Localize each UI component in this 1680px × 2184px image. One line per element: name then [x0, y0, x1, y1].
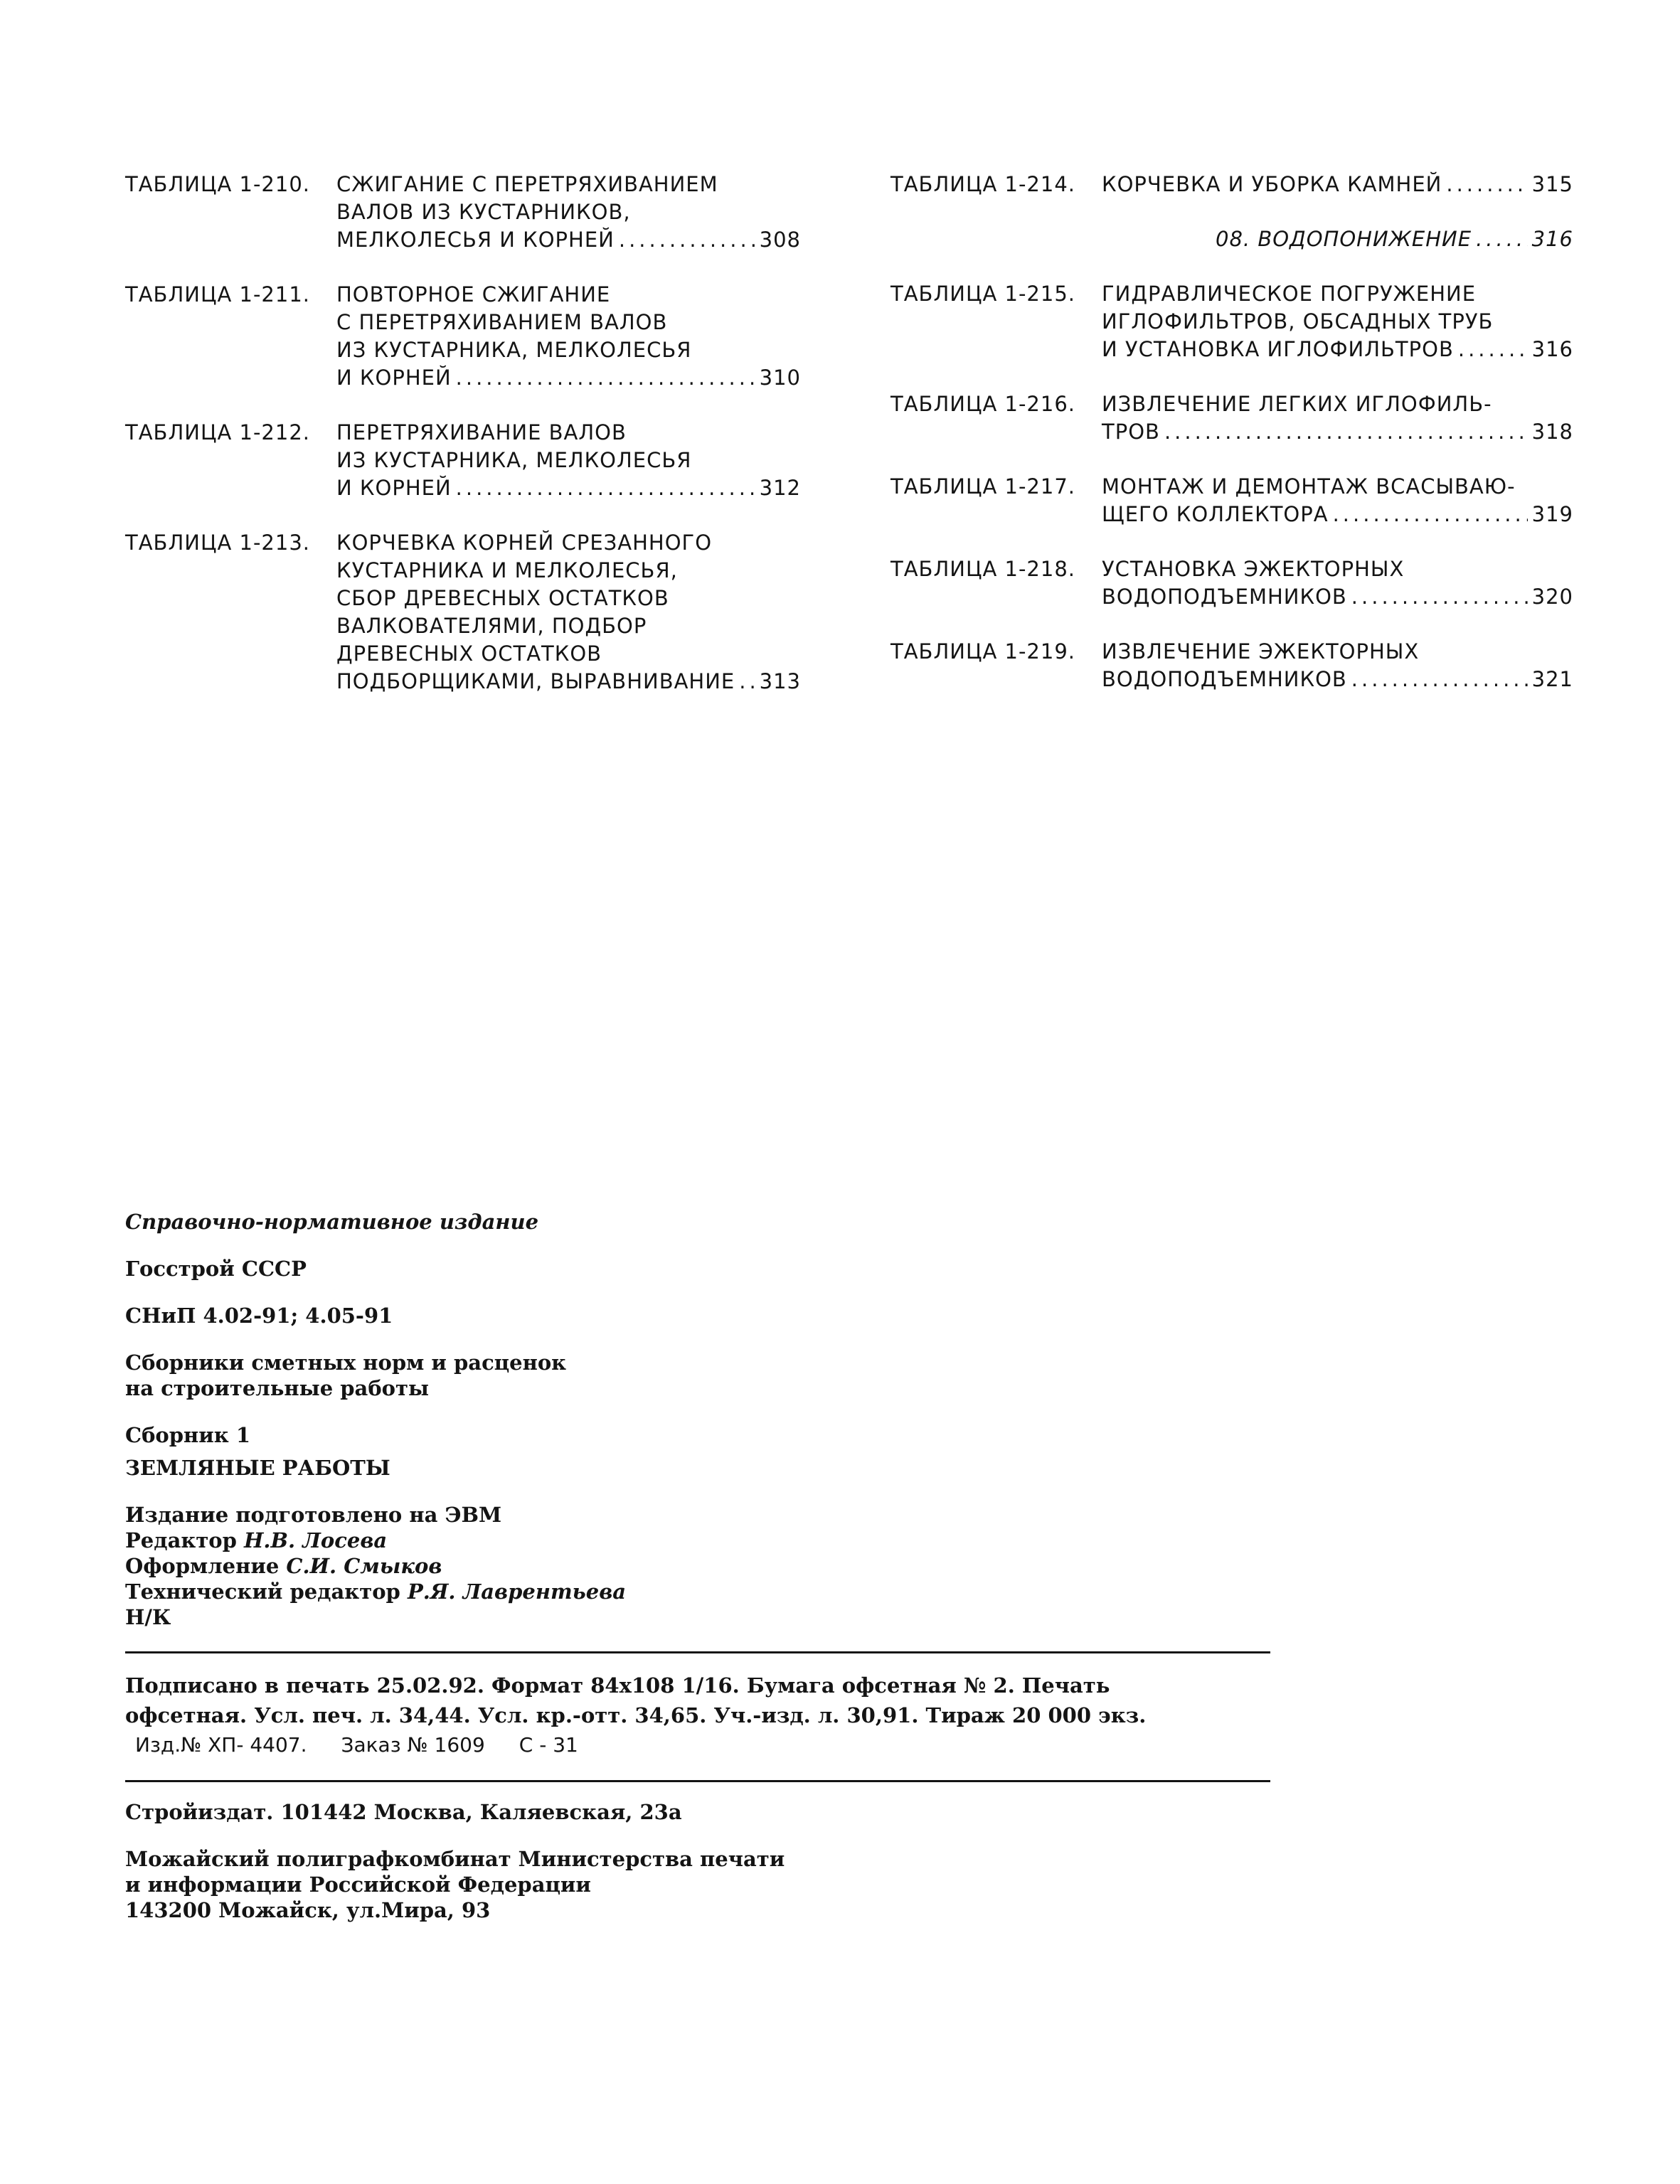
- toc-title-line: ИЗВЛЕЧЕНИЕ ЭЖЕКТОРНЫХ: [1102, 639, 1420, 664]
- toc-title-last-line: ВОДОПОДЪЕМНИКОВ: [1102, 585, 1347, 609]
- leader-dots: [456, 364, 755, 392]
- design-name: С.И. Смыков: [286, 1554, 442, 1578]
- toc-title-line: УСТАНОВКА ЭЖЕКТОРНЫХ: [1102, 557, 1405, 581]
- toc-title-line: ВАЛКОВАТЕЛЯМИ, ПОДБОР: [336, 614, 647, 638]
- collection-number: Сборник 1: [125, 1423, 250, 1447]
- print-line-1: Подписано в печать 25.02.92. Формат 84x108 1/16. Бумага офсетная № 2. Печать: [125, 1673, 1110, 1698]
- series-line-1: Сборники сметных норм и расценок: [125, 1351, 567, 1375]
- toc-leader-line: [1102, 171, 1573, 198]
- toc-leader-line: [336, 668, 801, 696]
- toc-entry-title: [1102, 225, 1573, 253]
- toc-leader-line: [1102, 418, 1573, 446]
- toc-title-line: ПОВТОРНОЕ СЖИГАНИЕ: [336, 282, 611, 307]
- design-label: Оформление: [125, 1554, 280, 1578]
- toc-title-last-line: И КОРНЕЙ: [336, 476, 452, 500]
- toc-entry: [125, 529, 801, 696]
- toc-leader-line: [1102, 336, 1573, 363]
- toc-entry-title: [1102, 638, 1573, 693]
- toc-title-line: КУСТАРНИКА И МЕЛКОЛЕСЬЯ,: [336, 558, 678, 582]
- toc-right-column: [890, 171, 1573, 720]
- toc-entry-title: [1102, 473, 1573, 528]
- toc-left-column: [125, 171, 801, 723]
- stroyizdat-address: Стройиздат. 101442 Москва, Каляевская, 23а: [125, 1800, 682, 1824]
- design-line: [125, 1553, 1277, 1579]
- toc-table-number: ТАБЛИЦА 1-210.: [125, 172, 311, 196]
- toc-entry: [890, 638, 1573, 693]
- toc-page-number: 315: [1531, 172, 1573, 196]
- toc-table-number: ТАБЛИЦА 1-217.: [890, 474, 1076, 499]
- toc-table-number: ТАБЛИЦА 1-211.: [125, 282, 311, 307]
- toc-page-number: 320: [1531, 585, 1573, 609]
- toc-leader-line: [1102, 666, 1573, 693]
- toc-leader-line: [336, 364, 801, 392]
- printer-line-3: 143200 Можайск, ул.Мира, 93: [125, 1898, 491, 1922]
- toc-leader-line: [1102, 501, 1573, 528]
- toc-page-number: 321: [1531, 667, 1573, 691]
- print-details: [125, 1671, 1277, 1760]
- prepared-line: Издание подготовлено на ЭВМ: [125, 1503, 502, 1527]
- toc-page-number: 319: [1531, 502, 1573, 526]
- toc-title-line: ИЗ КУСТАРНИКА, МЕЛКОЛЕСЬЯ: [336, 448, 692, 472]
- toc-page-number: 308: [759, 228, 801, 252]
- series-line-2: на строительные работы: [125, 1376, 430, 1400]
- leader-dots: [1458, 336, 1528, 363]
- toc-title-line: КОРЧЕВКА КОРНЕЙ СРЕЗАННОГО: [336, 531, 713, 555]
- toc-leader-line: [336, 474, 801, 502]
- toc-title-line: ПЕРЕТРЯХИВАНИЕ ВАЛОВ: [336, 420, 627, 444]
- toc-title-line: ИЗ КУСТАРНИКА, МЕЛКОЛЕСЬЯ: [336, 338, 692, 362]
- editor-name: Н.В. Лосева: [244, 1528, 388, 1552]
- toc-table-number: ТАБЛИЦА 1-213.: [125, 531, 311, 555]
- toc-table-number: [890, 225, 1102, 253]
- toc-entry-title: [1102, 171, 1573, 198]
- toc-table-number: ТАБЛИЦА 1-212.: [125, 420, 311, 444]
- toc-title-line: С ПЕРЕТРЯХИВАНИЕМ ВАЛОВ: [336, 310, 668, 334]
- toc-title-line: ДРЕВЕСНЫХ ОСТАТКОВ: [336, 641, 602, 666]
- toc-title-last-line: ПОДБОРЩИКАМИ, ВЫРАВНИВАНИЕ: [336, 669, 735, 693]
- printer-line-1: Можайский полиграфкомбинат Министерства печати: [125, 1847, 785, 1871]
- toc-title-line: ИГЛОФИЛЬТРОВ, ОБСАДНЫХ ТРУБ: [1102, 309, 1494, 334]
- tech-editor-label: Технический редактор: [125, 1580, 400, 1604]
- edition-type: Справочно-нормативное издание: [125, 1210, 539, 1234]
- credits: [125, 1502, 1277, 1630]
- toc-page-number: 312: [759, 476, 801, 500]
- toc-title-line: МОНТАЖ И ДЕМОНТАЖ ВСАСЫВАЮ-: [1102, 474, 1516, 499]
- toc-table-number: ТАБЛИЦА 1-219.: [890, 639, 1076, 664]
- divider-bottom: [125, 1780, 1270, 1782]
- tech-editor-name: Р.Я. Лаврентьева: [407, 1580, 627, 1604]
- toc-entry: [890, 171, 1573, 198]
- leader-dots: [1476, 225, 1528, 253]
- toc-entry-title: [1102, 280, 1573, 363]
- order-row: [125, 1730, 1277, 1760]
- series-title: [125, 1350, 1277, 1401]
- leader-dots: [1164, 418, 1528, 446]
- standard-code: СНиП 4.02-91; 4.05-91: [125, 1304, 393, 1328]
- toc-title-last-line: КОРЧЕВКА И УБОРКА КАМНЕЙ: [1102, 172, 1442, 196]
- leader-dots: [456, 474, 755, 502]
- toc-title-line: ВАЛОВ ИЗ КУСТАРНИКОВ,: [336, 200, 631, 224]
- toc-entry-title: [336, 171, 801, 254]
- toc-entry-title: [336, 529, 801, 696]
- leader-dots: [1351, 666, 1528, 693]
- c-code: С - 31: [519, 1733, 578, 1757]
- toc-page-number: 318: [1531, 420, 1573, 444]
- toc-entry-title: [336, 419, 801, 502]
- toc-leader-line: [336, 226, 801, 254]
- editor-label: Редактор: [125, 1528, 237, 1552]
- toc-entry: [125, 281, 801, 392]
- leader-dots: [1351, 583, 1528, 611]
- toc-page-number: 313: [759, 669, 801, 693]
- izd-number: Изд.№ ХП- 4407.: [135, 1733, 307, 1757]
- toc-entry: [890, 280, 1573, 363]
- editor-line: [125, 1528, 1277, 1553]
- nk-line: Н/К: [125, 1605, 171, 1629]
- toc-title-last-line: 08. ВОДОПОНИЖЕНИЕ: [1216, 227, 1472, 251]
- toc-title-line: ИЗВЛЕЧЕНИЕ ЛЕГКИХ ИГЛОФИЛЬ-: [1102, 392, 1492, 416]
- toc-table-number: ТАБЛИЦА 1-215.: [890, 282, 1076, 306]
- divider-top: [125, 1651, 1270, 1653]
- collection-title: ЗЕМЛЯНЫЕ РАБОТЫ: [125, 1456, 390, 1480]
- toc-title-last-line: И КОРНЕЙ: [336, 366, 452, 390]
- toc-title-last-line: ЩЕГО КОЛЛЕКТОРА: [1102, 502, 1329, 526]
- toc-page-number: 316: [1531, 337, 1573, 361]
- print-line-2: офсетная. Усл. печ. л. 34,44. Усл. кр.-отт. 34,65. Уч.-изд. л. 30,91. Тираж 20 000 экз.: [125, 1703, 1147, 1727]
- toc-entry: [125, 171, 801, 254]
- toc-entry-title: [1102, 390, 1573, 446]
- printer-info: [125, 1846, 1277, 1923]
- order-number: Заказ № 1609: [341, 1733, 485, 1757]
- toc-table-number: ТАБЛИЦА 1-214.: [890, 172, 1076, 196]
- toc-entry: [890, 390, 1573, 446]
- toc-entry-title: [336, 281, 801, 392]
- toc-title-last-line: МЕЛКОЛЕСЬЯ И КОРНЕЙ: [336, 228, 615, 252]
- toc-leader-line: [1216, 225, 1573, 253]
- leader-dots: [1446, 171, 1527, 198]
- publisher-org: Госстрой СССР: [125, 1257, 307, 1281]
- toc-title-line: ГИДРАВЛИЧЕСКОЕ ПОГРУЖЕНИЕ: [1102, 282, 1477, 306]
- toc-title-line: СБОР ДРЕВЕСНЫХ ОСТАТКОВ: [336, 586, 669, 610]
- toc-title-last-line: ВОДОПОДЪЕМНИКОВ: [1102, 667, 1347, 691]
- tech-editor-line: [125, 1579, 1277, 1604]
- toc-table-number: ТАБЛИЦА 1-218.: [890, 557, 1076, 581]
- toc-entry: [125, 419, 801, 502]
- colophon: [125, 1209, 1277, 1923]
- toc-table-number: ТАБЛИЦА 1-216.: [890, 392, 1076, 416]
- toc-page-number: 310: [759, 366, 801, 390]
- toc-title-line: СЖИГАНИЕ С ПЕРЕТРЯХИВАНИЕМ: [336, 172, 718, 196]
- toc-entry: [890, 555, 1573, 611]
- toc-entry-title: [1102, 555, 1573, 611]
- printer-line-2: и информации Российской Федерации: [125, 1873, 591, 1897]
- toc-entry: [890, 473, 1573, 528]
- toc-section-heading: [890, 225, 1573, 253]
- toc-title-last-line: И УСТАНОВКА ИГЛОФИЛЬТРОВ: [1102, 337, 1454, 361]
- leader-dots: [739, 668, 755, 696]
- leader-dots: [1333, 501, 1528, 528]
- toc-page-number: 316: [1531, 227, 1573, 251]
- toc-title-last-line: ТРОВ: [1102, 420, 1160, 444]
- toc-leader-line: [1102, 583, 1573, 611]
- leader-dots: [619, 226, 755, 254]
